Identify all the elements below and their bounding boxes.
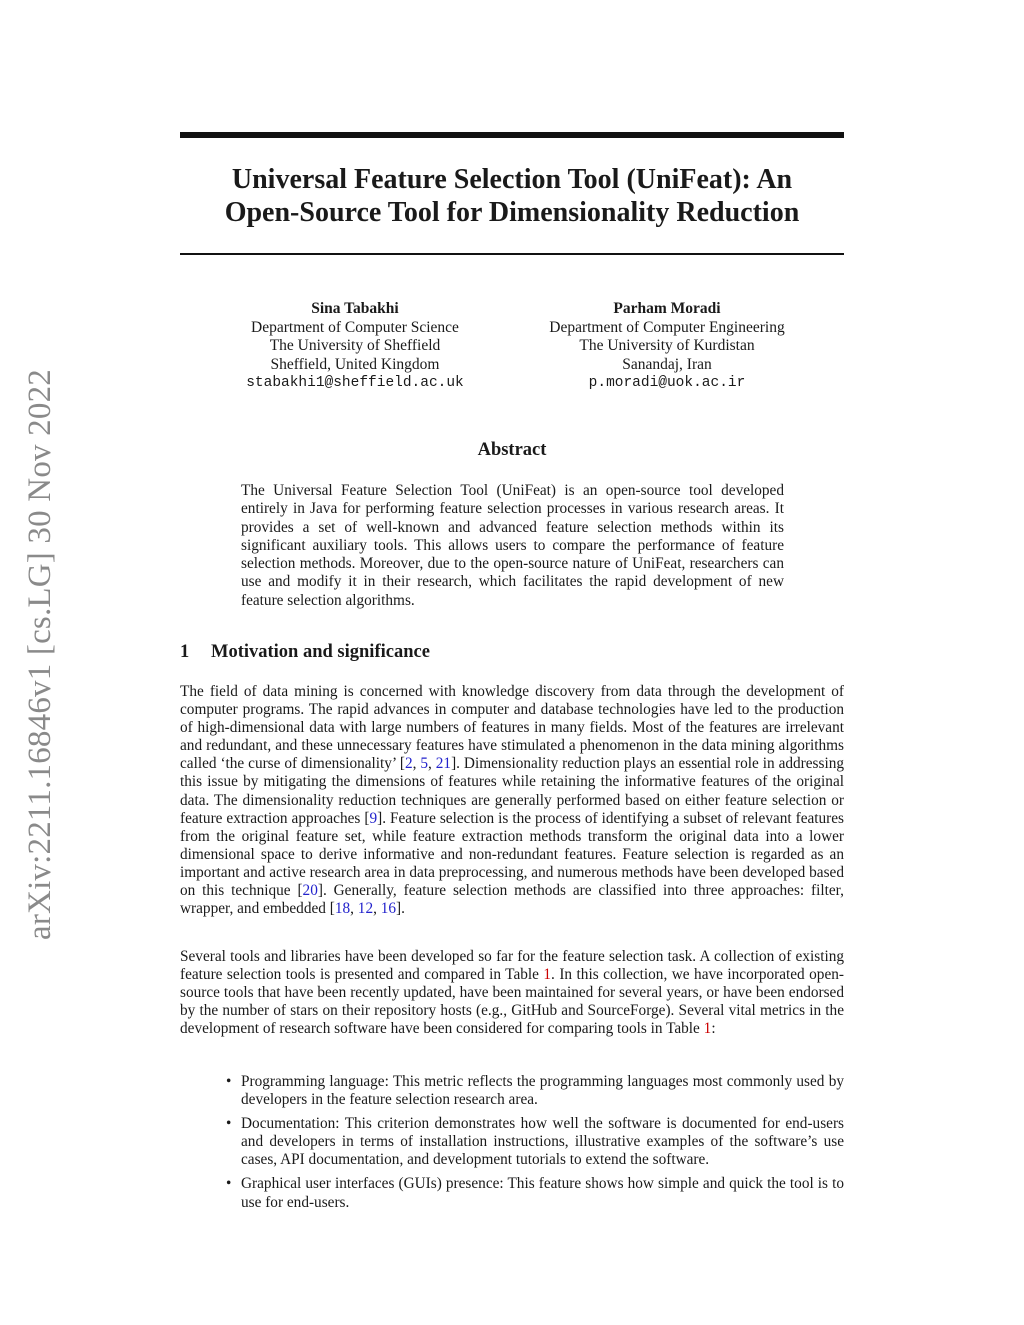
text-run: ]. Feature selection is the process of identifying a subset of relevant features from the original feature set, while feature extraction methods transform the original data into a lower dimensional space to derive informative and non-redundant features. Feature selection is regarded as an important and active research area in data preprocessing, and numerous methods have been developed based on this technique [ bbox=[180, 809, 845, 900]
citation-link[interactable]: 18 bbox=[334, 900, 351, 918]
author-university: The University of Sheffield bbox=[269, 337, 441, 354]
list-item bbox=[180, 1115, 844, 1169]
text-run: : bbox=[711, 1020, 716, 1038]
author-location: Sanandaj, Iran bbox=[622, 355, 712, 373]
bullet-marker: • bbox=[226, 1115, 232, 1133]
citation-link[interactable]: 2 bbox=[404, 755, 413, 773]
text-run: ]. Dimensionality reduction plays an essential role in addressing this issue by mitigating the dimensions of features while retaining the informative features of the original data. The dimensionality reduction techniques are generally performed based on either feature selection or feature extraction approaches [ bbox=[180, 755, 845, 827]
section-number: 1 bbox=[180, 642, 190, 662]
section-title: Motivation and significance bbox=[211, 642, 430, 662]
citation-link[interactable]: 5 bbox=[420, 755, 429, 773]
title-line-1: Universal Feature Selection Tool (UniFeat): An bbox=[231, 164, 793, 195]
list-item bbox=[180, 1073, 844, 1109]
citation-link[interactable]: 21 bbox=[435, 755, 452, 773]
body-paragraph: The field of data mining is concerned with knowledge discovery from data through the development of computer programs. The rapid advances in computer and database technologies have led to the production of high-dimensional data with large numbers of features in many fields. Most of the features are irrelevant and redundant, and these unnecessary features have stimulated a phenomenon in the data mining algorithms called ‘the curse of dimensionality’ [2, 5, 21]. Dimensionality reduction plays an essential role in addressing this issue by mitigating the dimensions of features while retaining the informative features of the original data. The dimensionality reduction techniques are generally performed based on either feature selection or feature extraction approaches [9]. Feature selection is the process of identifying a subset of relevant features from the original feature set, while feature extraction methods transform the original data into a lower dimensional space to derive informative and non-redundant features. Feature selection is regarded as an important and active research area in data preprocessing, and numerous methods have been developed based on this technique [20]. Generally, feature selection methods are classified into three approaches: filter, wrapper, and embedded [18, 12, 16]. bbox=[180, 683, 845, 918]
bullet-marker: • bbox=[226, 1175, 232, 1193]
citation-link[interactable]: 9 bbox=[369, 809, 378, 827]
body-paragraph bbox=[180, 948, 844, 1038]
abstract-text: The Universal Feature Selection Tool (UniFeat) is an open-source tool developed entirely in Java for performing feature selection processes in various research areas. It provides a set of well-known and advanced feature selection methods within its significant auxiliary tools. This allows users to compare the performance of feature selection methods. Moreover, due to the open-source nature of UniFeat, researchers can use and modify it in their research, which facilitates the rapid development of new feature selection algorithms. bbox=[241, 482, 784, 609]
author-university: The University of Kurdistan bbox=[579, 337, 755, 354]
author-location: Sheffield, United Kingdom bbox=[270, 355, 440, 373]
citation-link[interactable]: 20 bbox=[302, 882, 318, 900]
author-email[interactable]: stabakhi1@sheffield.ac.uk bbox=[246, 375, 464, 391]
list-item bbox=[180, 1175, 844, 1211]
table-reference-link[interactable]: 1 bbox=[543, 966, 552, 984]
author-block-2 bbox=[517, 300, 817, 393]
list-item-text: Programming language: This metric reflects the programming languages most commonly used by developers in the feature selection research area. bbox=[241, 1073, 844, 1109]
text-run: The field of data mining is concerned with knowledge discovery from data through the development of computer programs. The rapid advances in computer and database technologies have led to the production of high-dimensional data with large numbers of features in many fields. Most of the features are irrelevant and redundant, and these unnecessary features have stimulated a phenomenon in the data mining algorithms called ‘the curse of dimensionality’ [ bbox=[180, 683, 844, 773]
text-run: . In this collection, we have incorporated open-source tools that have been recently updated, have been maintained for several years, or have been endorsed by the number of stars on their repository hosts (e.g., GitHub and SourceForge). Several vital metrics in the development of research software have been considered for comparing tools in Table bbox=[180, 966, 844, 1038]
citation-link[interactable]: 12 bbox=[357, 900, 374, 918]
author-department: Department of Computer Science bbox=[251, 318, 459, 336]
text-run: ]. Generally, feature selection methods are classified into three approaches: filter, wrapper, and embedded [ bbox=[180, 882, 844, 918]
title-bottom-rule bbox=[180, 253, 844, 255]
text-run: Several tools and libraries have been developed so far for the feature selection task. A collection of existing feature selection tools is presented and compared in Table bbox=[180, 948, 844, 984]
arxiv-identifier: arXiv:2211.16846v1 [cs.LG] 30 Nov 2022 bbox=[22, 369, 58, 940]
citation-link[interactable]: 16 bbox=[380, 900, 397, 918]
text-run: ]. bbox=[396, 900, 405, 918]
author-department: Department of Computer Engineering bbox=[549, 318, 785, 336]
author-email[interactable]: p.moradi@uok.ac.ir bbox=[588, 375, 746, 391]
author-block-1 bbox=[205, 300, 505, 393]
author-name: Sina Tabakhi bbox=[311, 300, 399, 317]
title-line-2: Open-Source Tool for Dimensionality Reduction bbox=[224, 197, 800, 228]
title-top-rule bbox=[180, 132, 844, 138]
author-name: Parham Moradi bbox=[613, 300, 721, 317]
list-item-text: Graphical user interfaces (GUIs) presence: This feature shows how simple and quick the tool is to use for end-users. bbox=[241, 1175, 844, 1211]
bullet-list bbox=[180, 1073, 844, 1218]
section-heading bbox=[180, 642, 430, 663]
bullet-marker: • bbox=[226, 1073, 232, 1090]
abstract-heading: Abstract bbox=[477, 440, 547, 460]
table-reference-link[interactable]: 1 bbox=[703, 1020, 712, 1038]
list-item-text: Documentation: This criterion demonstrates how well the software is documented for end-users and developers in terms of installation instructions, illustrative examples of the software’s use cases, API documentation, and development tutorials to extend the software. bbox=[241, 1115, 844, 1169]
paper-title bbox=[180, 163, 844, 229]
